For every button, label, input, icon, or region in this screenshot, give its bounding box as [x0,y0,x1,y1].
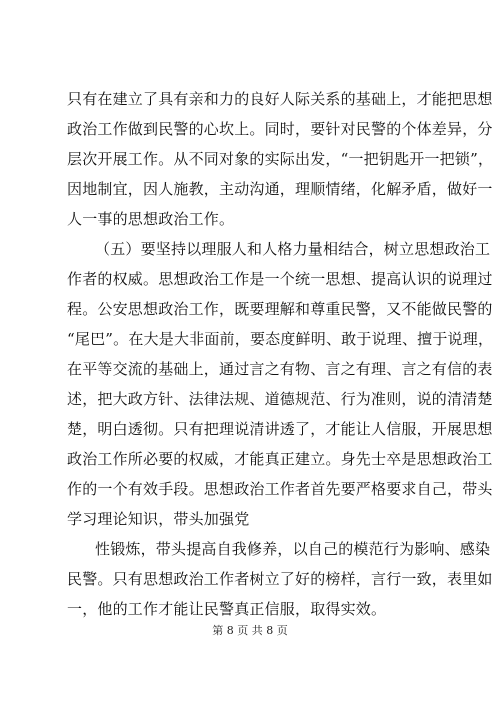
paragraph-start-line: 性锻炼，带头提高自我修养，以自己的模范行为影响、感染 [95,540,491,558]
body-line: 因地制宜，因人施教，主动沟通，理顺情绪，化解矛盾，做好一 [67,180,493,198]
body-line: 作者的权威。思想政治工作是一个统一思想、提高认识的说理过 [67,270,493,288]
body-line: 述，把大政方针、法律法规、道德规范、行为准则，说的清清楚 [67,390,493,408]
body-line: 人一事的思想政治工作。 [67,210,235,228]
body-line: 在平等交流的基础上，通过言之有物、言之有理、言之有信的表 [67,360,493,378]
paragraph-start-line: （五）要坚持以理服人和人格力量相结合，树立思想政治工 [95,240,491,258]
body-line: 只有在建立了具有亲和力的良好人际关系的基础上，才能把思想 [67,90,493,108]
body-line: 民警。只有思想政治工作者树立了好的榜样，言行一致，表里如 [67,570,493,588]
body-line: 学习理论知识，带头加强党 [67,510,250,528]
body-line: “尾巴”。在大是大非面前，要态度鲜明、敢于说理、擅于说理， [67,330,494,348]
body-line: 作的一个有效手段。思想政治工作者首先要严格要求自己，带头 [67,480,493,498]
body-line: 政治工作所必要的权威，才能真正建立。身先士卒是思想政治工 [67,450,493,468]
body-line: 一，他的工作才能让民警真正信服，取得实效。 [67,600,387,618]
page-number-footer: 第 8 页 共 8 页 [212,624,288,637]
body-line: 政治工作做到民警的心坎上。同时，要针对民警的个体差异，分 [67,120,493,138]
body-line: 程。公安思想政治工作，既要理解和尊重民警，又不能做民警的 [67,300,493,318]
body-line: 楚，明白透彻。只有把理说清讲透了，才能让人信服，开展思想 [67,420,493,438]
body-line: 层次开展工作。从不同对象的实际出发，“一把钥匙开一把锁”， [67,150,494,168]
